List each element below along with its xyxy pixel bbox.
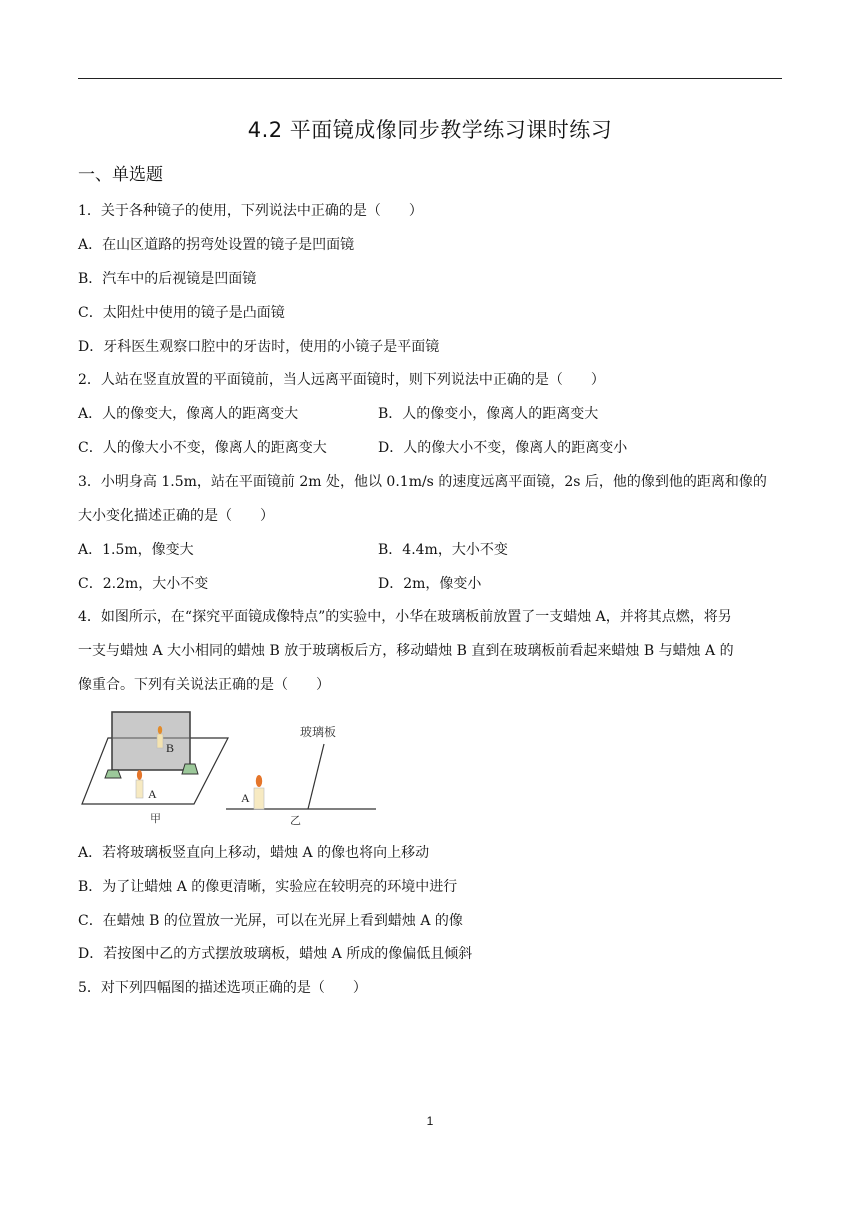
left-clamp: [105, 770, 121, 778]
q4-stem-line3: 像重合。下列有关说法正确的是（ ）: [78, 677, 330, 693]
q4-option-b: B．为了让蜡烛 A 的像更清晰，实验应在较明亮的环境中进行: [78, 879, 458, 895]
q3-option-a: A．1.5m，像变大: [78, 542, 194, 558]
candle-a-side-flame-icon: [256, 775, 262, 787]
q1-option-a: A．在山区道路的拐弯处设置的镜子是凹面镜: [78, 237, 355, 253]
q4-option-d: D．若按图中乙的方式摆放玻璃板，蜡烛 A 所成的像偏低且倾斜: [78, 946, 473, 962]
q1-stem: 1．关于各种镜子的使用，下列说法中正确的是（ ）: [78, 203, 423, 219]
label-a: A: [148, 787, 157, 801]
q2-option-d: D．人的像大小不变，像离人的距离变小: [378, 440, 628, 456]
q5-stem: 5．对下列四幅图的描述选项正确的是（ ）: [78, 980, 367, 996]
q4-option-c: C．在蜡烛 B 的位置放一光屏，可以在光屏上看到蜡烛 A 的像: [78, 913, 463, 929]
candle-a-flame-icon: [137, 770, 142, 780]
candle-a-side: [254, 788, 264, 809]
q4-option-a: A．若将玻璃板竖直向上移动，蜡烛 A 的像也将向上移动: [78, 845, 430, 861]
q2-option-c: C．人的像大小不变，像离人的距离变大: [78, 440, 327, 456]
candle-mirror-diagram: [78, 708, 388, 832]
q3-option-b: B．4.4m，大小不变: [378, 542, 508, 558]
q3-stem-line1: 3．小明身高 1.5m，站在平面镜前 2m 处，他以 0.1m/s 的速度远离平面镜，2s 后，他的像到他的距离和像的: [78, 474, 767, 490]
q1-option-d: D．牙科医生观察口腔中的牙齿时，使用的小镜子是平面镜: [78, 339, 440, 355]
page-title: 4.2 平面镜成像同步教学练习课时练习: [247, 118, 613, 142]
label-a-side: A: [241, 791, 250, 805]
header-rule: [78, 78, 782, 79]
q2-stem: 2．人站在竖直放置的平面镜前，当人远离平面镜时，则下列说法中正确的是（ ）: [78, 372, 605, 388]
page-number: 1: [426, 1114, 434, 1128]
glass-plate: [112, 712, 190, 770]
q4-stem-line2: 一支与蜡烛 A 大小相同的蜡烛 B 放于玻璃板后方，移动蜡烛 B 直到在玻璃板前看起来蜡烛 B 与蜡烛 A 的: [78, 643, 734, 659]
q1-option-c: C．太阳灶中使用的镜子是凸面镜: [78, 305, 285, 321]
q2-option-b: B．人的像变小，像离人的距离变大: [378, 406, 599, 422]
candle-a: [136, 780, 143, 798]
caption-jia: 甲: [150, 813, 161, 825]
right-clamp: [182, 764, 198, 774]
section-title: 一、单选题: [78, 165, 163, 185]
candle-b: [157, 734, 163, 748]
q3-option-d: D．2m，像变小: [378, 576, 482, 592]
tilted-glass: [308, 744, 324, 809]
candle-b-flame-icon: [158, 726, 162, 734]
label-b: B: [166, 741, 175, 755]
q1-option-b: B．汽车中的后视镜是凹面镜: [78, 271, 257, 287]
glass-label: 玻璃板: [300, 725, 337, 739]
q4-stem-line1: 4．如图所示，在“探究平面镜成像特点”的实验中，小华在玻璃板前放置了一支蜡烛 A，并将其点燃，将另: [78, 609, 732, 625]
q2-option-a: A．人的像变大，像离人的距离变大: [78, 406, 299, 422]
q4-figure: [78, 708, 388, 832]
q3-option-c: C．2.2m，大小不变: [78, 576, 209, 592]
caption-yi: 乙: [290, 815, 301, 827]
q3-stem-line2: 大小变化描述正确的是（ ）: [78, 508, 274, 524]
